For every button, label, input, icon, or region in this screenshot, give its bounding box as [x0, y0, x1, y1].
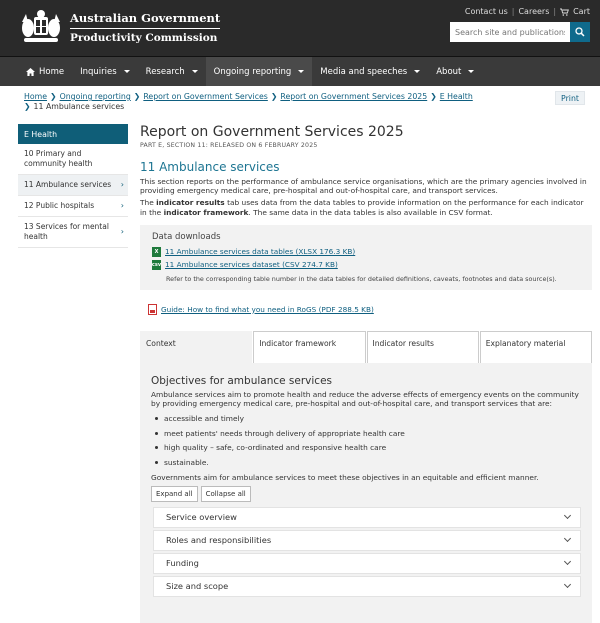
breadcrumb-rogs[interactable]: Report on Government Services — [143, 92, 268, 101]
tab-context[interactable]: Context — [140, 331, 252, 363]
utility-links: Contact us | Careers | Cart — [464, 7, 590, 16]
csv-icon: csv — [151, 261, 162, 268]
site-header — [0, 0, 600, 56]
objectives-list — [151, 414, 581, 467]
sidebar-item-public-hospitals[interactable]: 12 Public hospitals › — [18, 196, 128, 217]
chevron-right-icon: ❯ — [50, 92, 57, 101]
context-accordion — [151, 507, 581, 597]
nav-ongoing-reporting[interactable]: Ongoing reporting — [206, 57, 313, 86]
objectives-closing: Governments aim for ambulance services to meet these objectives in an equitable and efficient manner. — [151, 472, 539, 482]
xlsx-download — [152, 247, 581, 257]
collapse-all-button[interactable]: Collapse all — [201, 486, 251, 502]
search-input[interactable] — [450, 22, 570, 42]
breadcrumb — [24, 92, 494, 112]
chevron-right-icon: ❯ — [133, 92, 141, 101]
search-button[interactable] — [570, 22, 590, 42]
chevron-right-icon: › — [120, 180, 124, 189]
chevron-right-icon: › — [120, 201, 124, 210]
objectives-heading: Objectives for ambulance services — [151, 374, 333, 387]
breadcrumb-rogs-2025[interactable]: Report on Government Services 2025 — [280, 92, 428, 101]
nav-research[interactable]: Research — [138, 57, 206, 86]
xlsx-icon: X — [152, 247, 161, 257]
sidebar-heading[interactable]: E Health — [18, 124, 128, 144]
tab-explanatory-material[interactable]: Explanatory material — [480, 331, 592, 363]
downloads-note: Refer to the corresponding table number in the data tables for detailed definitions, caveats, footnotes and data source(s). — [166, 274, 557, 283]
site-search — [450, 22, 590, 42]
site-logo[interactable] — [18, 8, 220, 46]
contact-us-link[interactable]: Contact us — [464, 7, 508, 16]
chevron-right-icon: ❯ — [430, 92, 437, 101]
objectives-intro: Ambulance services aim to promote health and reduce the adverse effects of emergency events on the community by providing emergency medical care, pre-hospital and out-of-hospital care, and transport services that are: — [151, 389, 579, 409]
tab-indicator-framework[interactable]: Indicator framework — [253, 331, 365, 363]
list-item: meet patients' needs through delivery of appropriate health care — [155, 429, 581, 438]
guide-link[interactable]: Guide: How to find what you need in RoGS (PDF 288.5 KB) — [161, 304, 374, 314]
expand-all-button[interactable]: Expand all — [151, 486, 198, 502]
nav-home[interactable]: Home — [18, 57, 72, 86]
chevron-down-icon — [564, 581, 571, 588]
nav-media-and-speeches[interactable]: Media and speeches — [312, 57, 428, 86]
caret-down-icon — [124, 70, 130, 73]
government-name: Australian Government — [70, 11, 220, 29]
search-icon — [575, 27, 585, 37]
pdf-icon — [148, 304, 157, 315]
accordion-service-overview[interactable]: Service overview — [153, 507, 581, 528]
agency-name: Productivity Commission — [70, 31, 218, 44]
cart-icon — [560, 8, 569, 16]
xlsx-download-link[interactable]: 11 Ambulance services data tables (XLSX 176.3 KB) — [165, 247, 356, 257]
csv-download-link[interactable]: 11 Ambulance services dataset (CSV 274.7 KB) — [165, 260, 338, 270]
breadcrumb-current: 11 Ambulance services — [33, 102, 125, 111]
breadcrumb-ongoing-reporting[interactable]: Ongoing reporting — [59, 92, 131, 101]
page-title: Report on Government Services 2025 — [140, 124, 404, 140]
accordion-roles-responsibilities[interactable]: Roles and responsibilities — [153, 530, 581, 551]
release-info: PART E, SECTION 11: RELEASED ON 6 FEBRUARY 2025 — [140, 142, 318, 149]
indicator-paragraph: The indicator results tab uses data from the data tables to provide information on the performance for each indicator in the indicator framework. The same data in the data tables is also available in CSV format. — [140, 198, 584, 217]
sidebar-item-ambulance-services[interactable]: 11 Ambulance services › — [18, 175, 128, 196]
sidebar-item-primary-community-health[interactable]: 10 Primary and community health — [18, 144, 128, 175]
careers-link[interactable]: Careers — [518, 7, 550, 16]
context-panel — [140, 363, 592, 623]
cart-link[interactable]: Cart — [573, 7, 590, 16]
downloads-title: Data downloads — [152, 231, 221, 242]
print-button[interactable]: Print — [555, 91, 585, 105]
section-tabs — [140, 331, 592, 363]
data-downloads — [140, 225, 592, 290]
section-sidebar — [18, 124, 128, 248]
caret-down-icon — [298, 70, 304, 73]
chevron-right-icon: ❯ — [24, 102, 31, 111]
list-item: high quality – safe, co-ordinated and responsive health care — [155, 443, 581, 452]
accordion-size-scope[interactable]: Size and scope — [153, 576, 581, 597]
caret-down-icon — [468, 70, 474, 73]
chevron-right-icon: › — [120, 227, 124, 236]
caret-down-icon — [414, 70, 420, 73]
caret-down-icon — [192, 70, 198, 73]
chevron-down-icon — [564, 558, 571, 565]
main-navigation — [0, 56, 600, 86]
sidebar-item-mental-health[interactable]: 13 Services for mental health › — [18, 217, 128, 248]
breadcrumb-e-health[interactable]: E Health — [439, 92, 473, 101]
breadcrumb-home[interactable]: Home — [24, 92, 48, 101]
accordion-funding[interactable]: Funding — [153, 553, 581, 574]
chevron-right-icon: ❯ — [270, 92, 278, 101]
intro-paragraph: This section reports on the performance of ambulance service organisations, which are the primary agencies involved in providing emergency medical care, pre-hospital and out-of-hospital care, and transport services. — [140, 177, 587, 196]
section-title: 11 Ambulance services — [140, 160, 280, 174]
coat-of-arms-icon — [18, 8, 64, 46]
nav-inquiries[interactable]: Inquiries — [72, 57, 138, 86]
accordion-controls — [151, 486, 581, 502]
list-item: accessible and timely — [155, 414, 581, 423]
guide — [140, 304, 592, 315]
chevron-down-icon — [564, 512, 571, 519]
csv-download — [152, 260, 581, 270]
main-content — [140, 124, 592, 623]
home-icon — [26, 68, 35, 76]
nav-about[interactable]: About — [428, 57, 482, 86]
list-item: sustainable. — [155, 458, 581, 467]
tab-indicator-results[interactable]: Indicator results — [367, 331, 479, 363]
chevron-down-icon — [564, 535, 571, 542]
